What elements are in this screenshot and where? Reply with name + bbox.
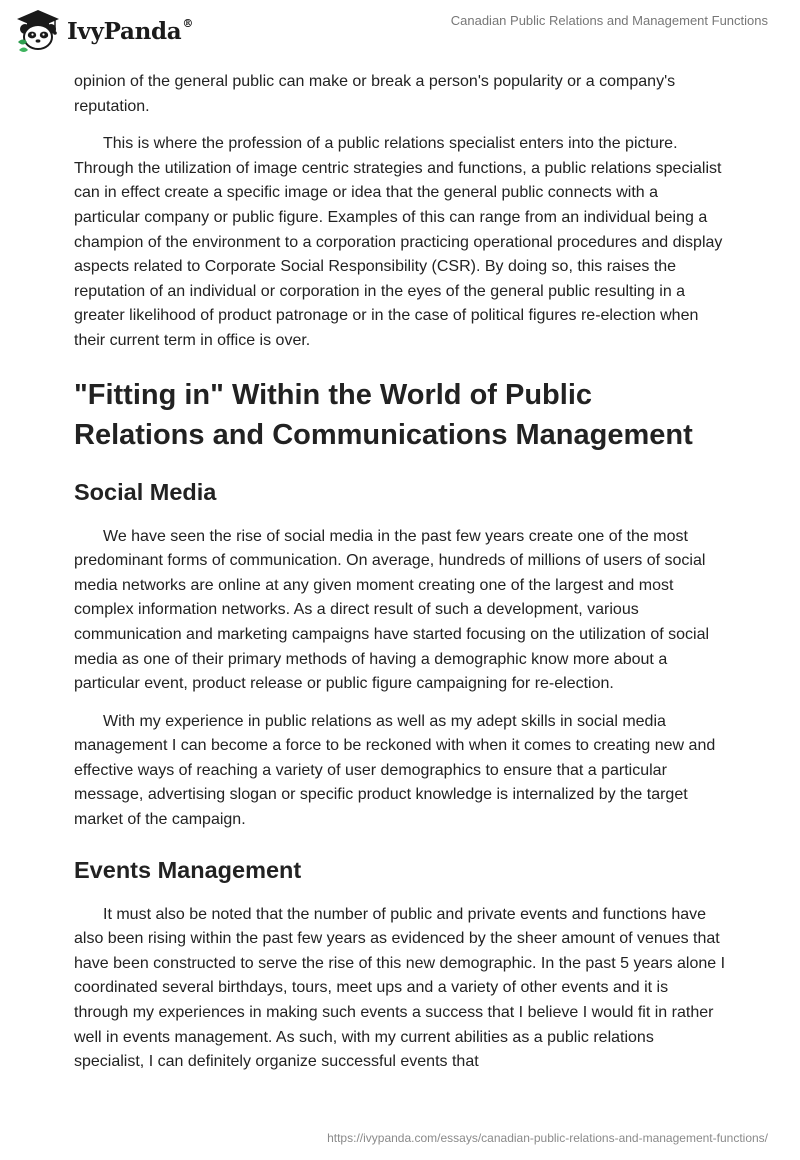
paragraph-continued: opinion of the general public can make or break a person's popularity or a company's reputation. — [74, 73, 676, 115]
paragraph-social-media-experience: With my experience in public relations as well as my adept skills in social media management I can become a force to be reckoned with when it comes to creating new and effective ways of reaching a variety of user demographics to ensure that a particular message, advertising slogan or specific product knowledge is internalized by the target market of the campaign. — [74, 712, 716, 829]
essay-content — [74, 70, 726, 1088]
subheading-events-management: Events Management — [74, 856, 302, 883]
brand-text: IvyPanda — [67, 17, 182, 45]
subheading-social-media: Social Media — [74, 478, 217, 505]
document-title: Canadian Public Relations and Management Functions — [450, 13, 768, 28]
paragraph-pr-specialist: This is where the profession of a public relations specialist enters into the picture. Through the utilization of image centric strategies and functions, a public relations specialist can in effect create a specific image or idea that the general public connects with a particular company or public figure. Examples of this can range from an individual being a champion of the environment to a corporation practicing operational procedures and display aspects related to Corporate Social Responsibility (CSR). By doing so, this raises the reputation of an individual or corporation in the eyes of the general public resulting in a greater likelihood of product patronage or in the case of political figures re-election when their current term in office is over. — [74, 135, 723, 349]
paragraph-social-media: We have seen the rise of social media in the past few years create one of the most predominant forms of communication. On average, hundreds of millions of users of social media networks are online at any given moment creating one of the largest and most complex information networks. As a direct result of such a development, various communication and marketing campaigns have started focusing on the utilization of social media as one of their primary methods of having a demographic know more about a particular event, product release or public figure campaigning for re-election. — [74, 527, 710, 693]
paragraph-events-management: It must also be noted that the number of public and private events and functions have also been rising within the past few years as evidenced by the sheer amount of venues that have been constructed to serve the rise of this new demographic. In the past 5 years alone I coordinated several birthdays, tours, meet ups and a variety of other events and it is through my experiences in making such events a success that I believe I would fit in rather well in events management. As such, with my current abilities as a public relations specialist, I can definitely organize successful events that — [74, 905, 726, 1071]
panda-graduate-icon — [14, 8, 62, 52]
section-heading-fitting-in: "Fitting in" Within the World of Public Relations and Communications Management — [74, 378, 693, 451]
ivypanda-logo[interactable] — [14, 8, 193, 52]
source-url[interactable]: https://ivypanda.com/essays/canadian-public-relations-and-management-functions/ — [327, 1131, 768, 1145]
brand-name — [67, 18, 193, 45]
registered-mark: ® — [182, 16, 194, 30]
page-header — [0, 0, 800, 70]
